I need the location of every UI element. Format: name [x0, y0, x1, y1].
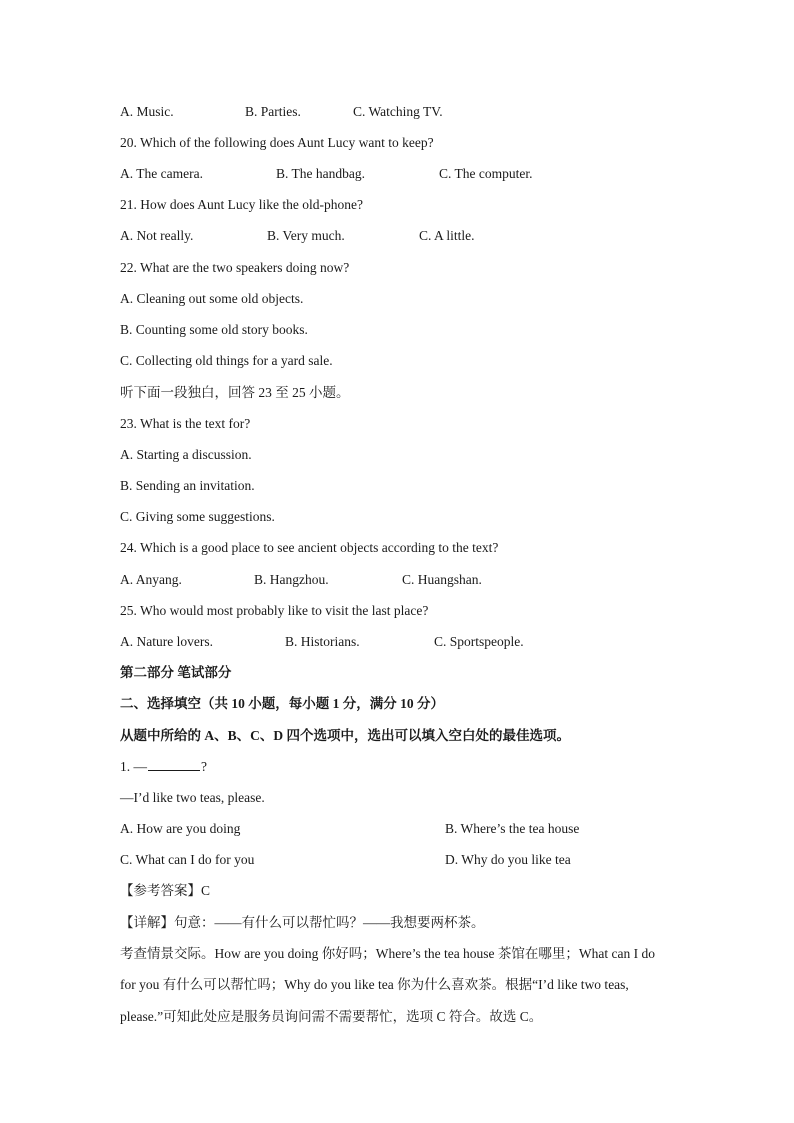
- q19-option-b: B. Parties.: [245, 104, 301, 119]
- q23-option-a: A. Starting a discussion.: [120, 447, 252, 462]
- q1-option-d: D. Why do you like tea: [445, 852, 571, 867]
- q22-option-c: C. Collecting old things for a yard sale.: [120, 353, 333, 368]
- q21-question: 21. How does Aunt Lucy like the old-phone?: [120, 197, 363, 212]
- q23-question: 23. What is the text for?: [120, 416, 251, 431]
- answer-line: 【参考答案】C: [120, 883, 211, 898]
- q20-option-a: A. The camera.: [120, 166, 203, 181]
- q23-option-c: C. Giving some suggestions.: [120, 509, 275, 524]
- q21-option-a: A. Not really.: [120, 228, 194, 243]
- q21-option-c: C. A little.: [419, 228, 475, 243]
- q1-question: [120, 756, 207, 778]
- part2-title: 第二部分 笔试部分: [120, 665, 232, 680]
- q25-option-b: B. Historians.: [285, 634, 360, 649]
- q21-option-b: B. Very much.: [267, 228, 345, 243]
- q22-question: 22. What are the two speakers doing now?: [120, 260, 350, 275]
- q20-option-c: C. The computer.: [439, 166, 533, 181]
- q23-option-b: B. Sending an invitation.: [120, 478, 255, 493]
- q22-option-a: A. Cleaning out some old objects.: [120, 291, 304, 306]
- section2-instruction: 从题中所给的 A、B、C、D 四个选项中，选出可以填入空白处的最佳选项。: [120, 728, 571, 743]
- q20-question: 20. Which of the following does Aunt Lucy want to keep?: [120, 135, 434, 150]
- q24-option-c: C. Huangshan.: [402, 572, 482, 587]
- q1-suffix: ?: [201, 759, 207, 774]
- q19-option-c: C. Watching TV.: [353, 104, 443, 119]
- q25-question: 25. Who would most probably like to visit the last place?: [120, 603, 429, 618]
- q19-option-a: A. Music.: [120, 104, 174, 119]
- instruction-23-25: 听下面一段独白，回答 23 至 25 小题。: [120, 385, 350, 400]
- q1-option-c: C. What can I do for you: [120, 852, 255, 867]
- q24-question: 24. Which is a good place to see ancient objects according to the text?: [120, 540, 499, 555]
- explanation-line-3: for you 有什么可以帮忙吗；Why do you like tea 你为什么喜欢茶。根据“I’d like two teas,: [120, 977, 629, 992]
- q1-option-a: A. How are you doing: [120, 821, 241, 836]
- q20-option-b: B. The handbag.: [276, 166, 365, 181]
- q22-option-b: B. Counting some old story books.: [120, 322, 308, 337]
- q24-option-b: B. Hangzhou.: [254, 572, 329, 587]
- explanation-line-1: 【详解】句意：——有什么可以帮忙吗？——我想要两杯茶。: [120, 915, 485, 930]
- q25-option-c: C. Sportspeople.: [434, 634, 524, 649]
- explanation-line-2: 考查情景交际。How are you doing 你好吗；Where’s the tea house 茶馆在哪里；What can I do: [120, 946, 656, 961]
- section2-title: 二、选择填空（共 10 小题，每小题 1 分，满分 10 分）: [120, 696, 444, 711]
- q25-option-a: A. Nature lovers.: [120, 634, 213, 649]
- q1-reply: —I’d like two teas, please.: [120, 790, 265, 805]
- q1-prefix: 1. —: [120, 759, 147, 774]
- q1-blank: [148, 756, 200, 771]
- explanation-line-4: please.”可知此处应是服务员询问需不需要帮忙，选项 C 符合。故选 C。: [120, 1009, 543, 1024]
- q24-option-a: A. Anyang.: [120, 572, 182, 587]
- q1-option-b: B. Where’s the tea house: [445, 821, 580, 836]
